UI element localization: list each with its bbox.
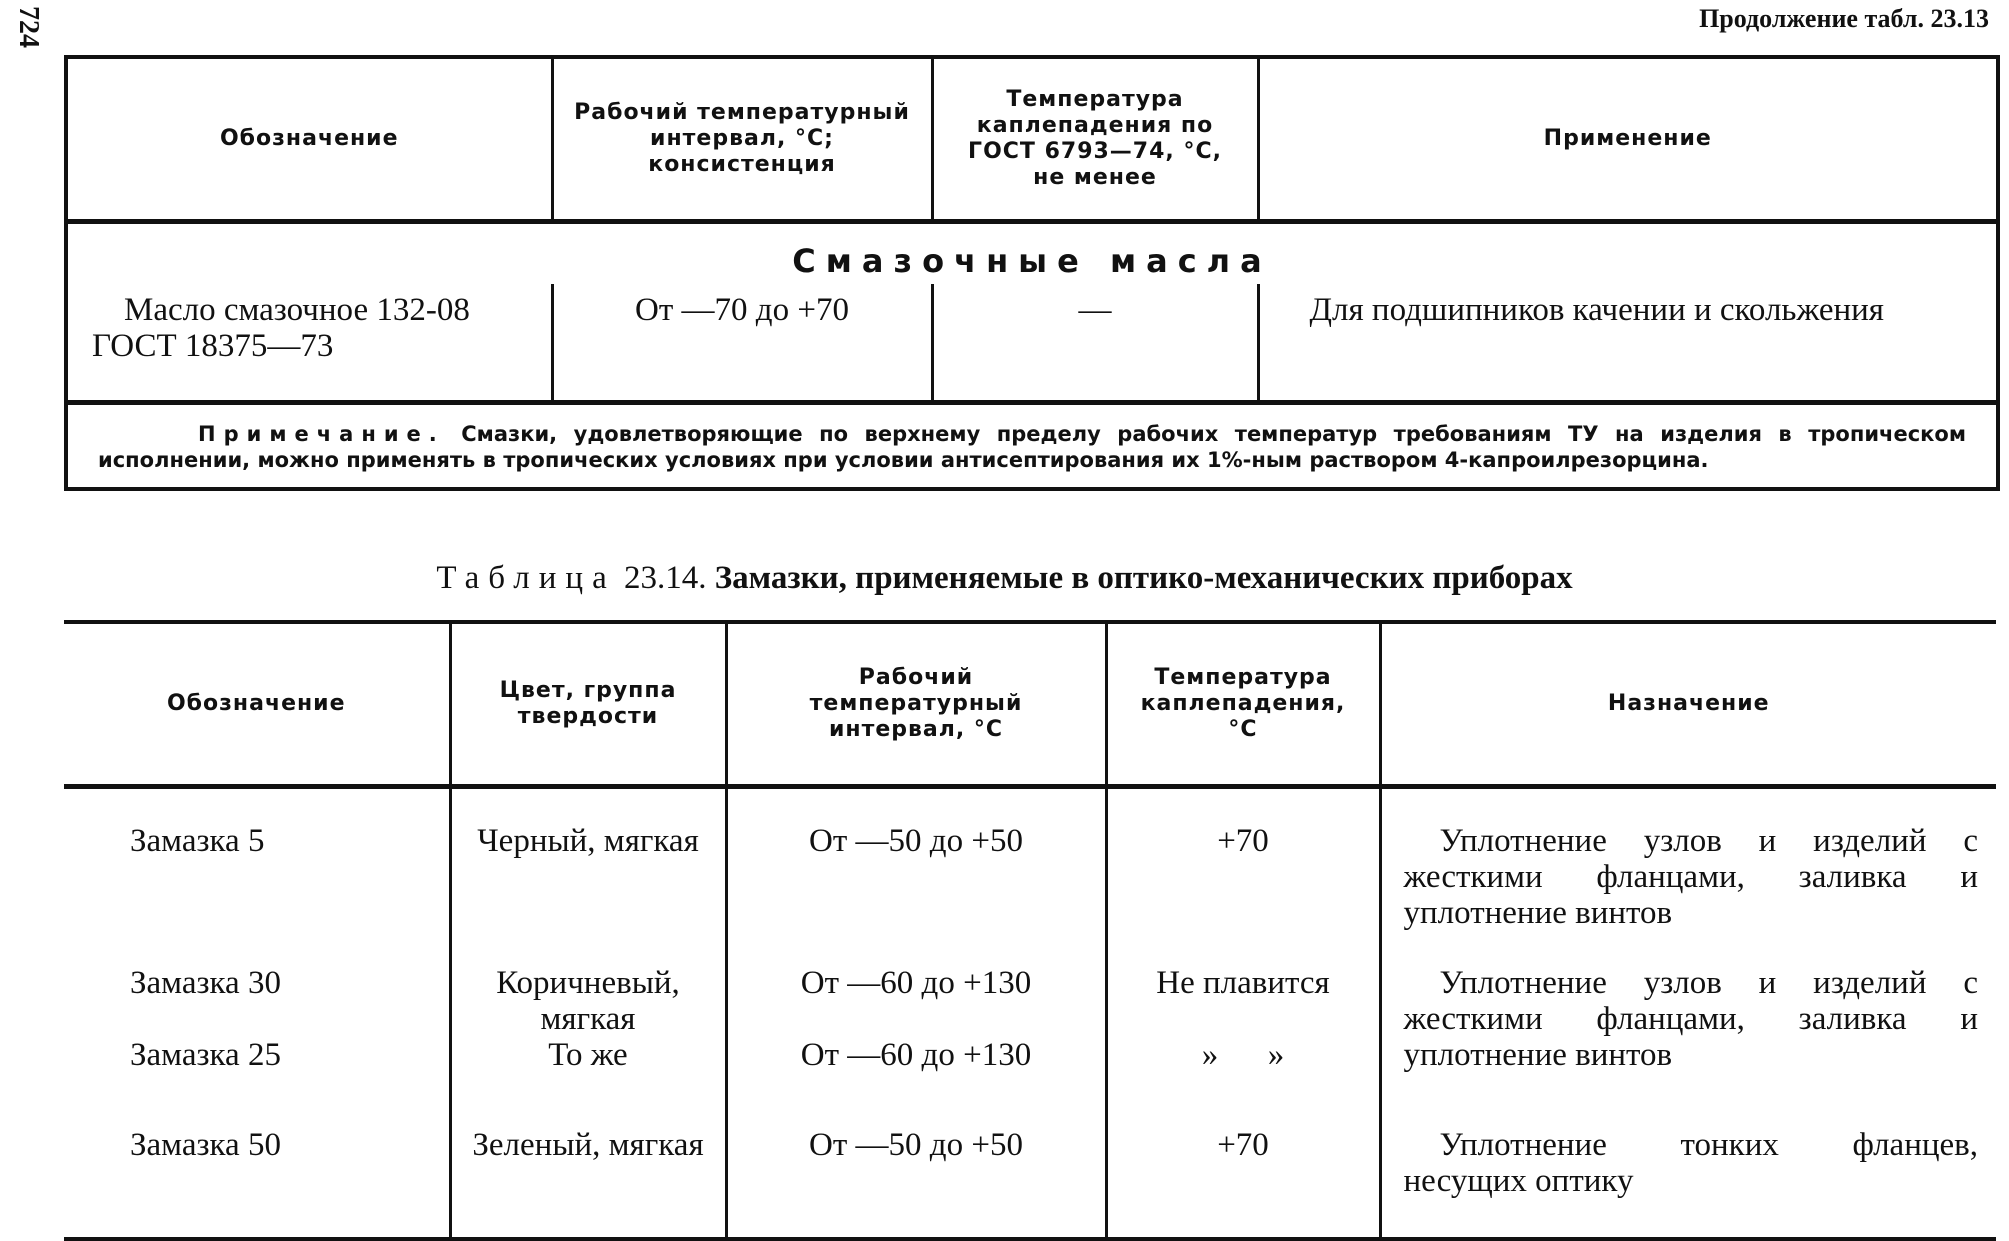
row-25-interval: От —60 до +130 bbox=[726, 1037, 1106, 1127]
header-purpose: Назначение bbox=[1380, 622, 1996, 787]
table-caption bbox=[0, 560, 2009, 597]
row-5-color: Черный, мягкая bbox=[450, 787, 726, 932]
row-25-color: То же bbox=[450, 1037, 726, 1127]
caption-prefix: Таблица bbox=[436, 560, 616, 596]
table-continuation-23-13 bbox=[64, 55, 2000, 491]
row-50-drop: +70 bbox=[1106, 1127, 1380, 1239]
row-25-drop: » » bbox=[1106, 1037, 1380, 1127]
section-title: Смазочные масла bbox=[66, 222, 1998, 285]
caption-title: Замазки, применяемые в оптико-механических приборах bbox=[714, 560, 1573, 596]
row-50-color: Зеленый, мягкая bbox=[450, 1127, 726, 1239]
row-drop-temp: — bbox=[932, 284, 1258, 403]
row-50-interval: От —50 до +50 bbox=[726, 1127, 1106, 1239]
header-drop-temp: Температура каплепадения по ГОСТ 6793—74, °С, не менее bbox=[932, 57, 1258, 222]
row-5-drop: +70 bbox=[1106, 787, 1380, 932]
row-designation: Масло смазочное 132-08 ГОСТ 18375—73 bbox=[66, 284, 552, 403]
header-interval: Рабочий температурный интервал, °С bbox=[726, 622, 1106, 787]
row-application: Для подшипников качении и скольжения bbox=[1258, 284, 1998, 403]
row-5-interval: От —50 до +50 bbox=[726, 787, 1106, 932]
row-25-designation: Замазка 25 bbox=[130, 1037, 281, 1073]
row-50-purpose: Уплотнение тонких фланцев, несущих оптику bbox=[1380, 1127, 1996, 1239]
note-prefix: Примечание. bbox=[198, 422, 445, 446]
row-50-designation: Замазка 50 bbox=[64, 1127, 450, 1239]
row-30-drop: Не плавится bbox=[1106, 931, 1380, 1037]
header-designation: Обозначение bbox=[64, 622, 450, 787]
note-text: Смазки, удовлетворяющие по верхнему пределу рабочих температур требованиям ТУ на изделия в тропическом исполнении, можно применять в тропических условиях при условии антисептирования их 1%-ным раствором 4-капроилрезорцина. bbox=[98, 422, 1967, 472]
row-30-designation: Замазка 30 bbox=[130, 965, 281, 1001]
header-designation: Обозначение bbox=[66, 57, 552, 222]
page-number: 724 bbox=[13, 6, 44, 48]
header-color: Цвет, группа твердости bbox=[450, 622, 726, 787]
row-5-purpose: Уплотнение узлов и изделий с жесткими фланцами, заливка и уплотнение винтов bbox=[1380, 787, 1996, 932]
row-30-color: Коричневый, мягкая bbox=[450, 931, 726, 1037]
header-application: Применение bbox=[1258, 57, 1998, 222]
table-23-14 bbox=[64, 620, 1996, 1241]
header-drop: Температура каплепадения, °С bbox=[1106, 622, 1380, 787]
caption-number: 23.14. bbox=[623, 560, 707, 596]
row-5-designation: Замазка 5 bbox=[64, 787, 450, 932]
row-interval: От —70 до +70 bbox=[552, 284, 932, 403]
table-note bbox=[66, 403, 1998, 490]
continuation-label: Продолжение табл. 23.13 bbox=[1699, 4, 1989, 33]
row-30-purpose: Уплотнение узлов и изделий с жесткими фланцами, заливка и уплотнение винтов bbox=[1380, 931, 1996, 1127]
header-interval: Рабочий температурный интервал, °С; консистенция bbox=[552, 57, 932, 222]
row-30-interval: От —60 до +130 bbox=[726, 931, 1106, 1037]
